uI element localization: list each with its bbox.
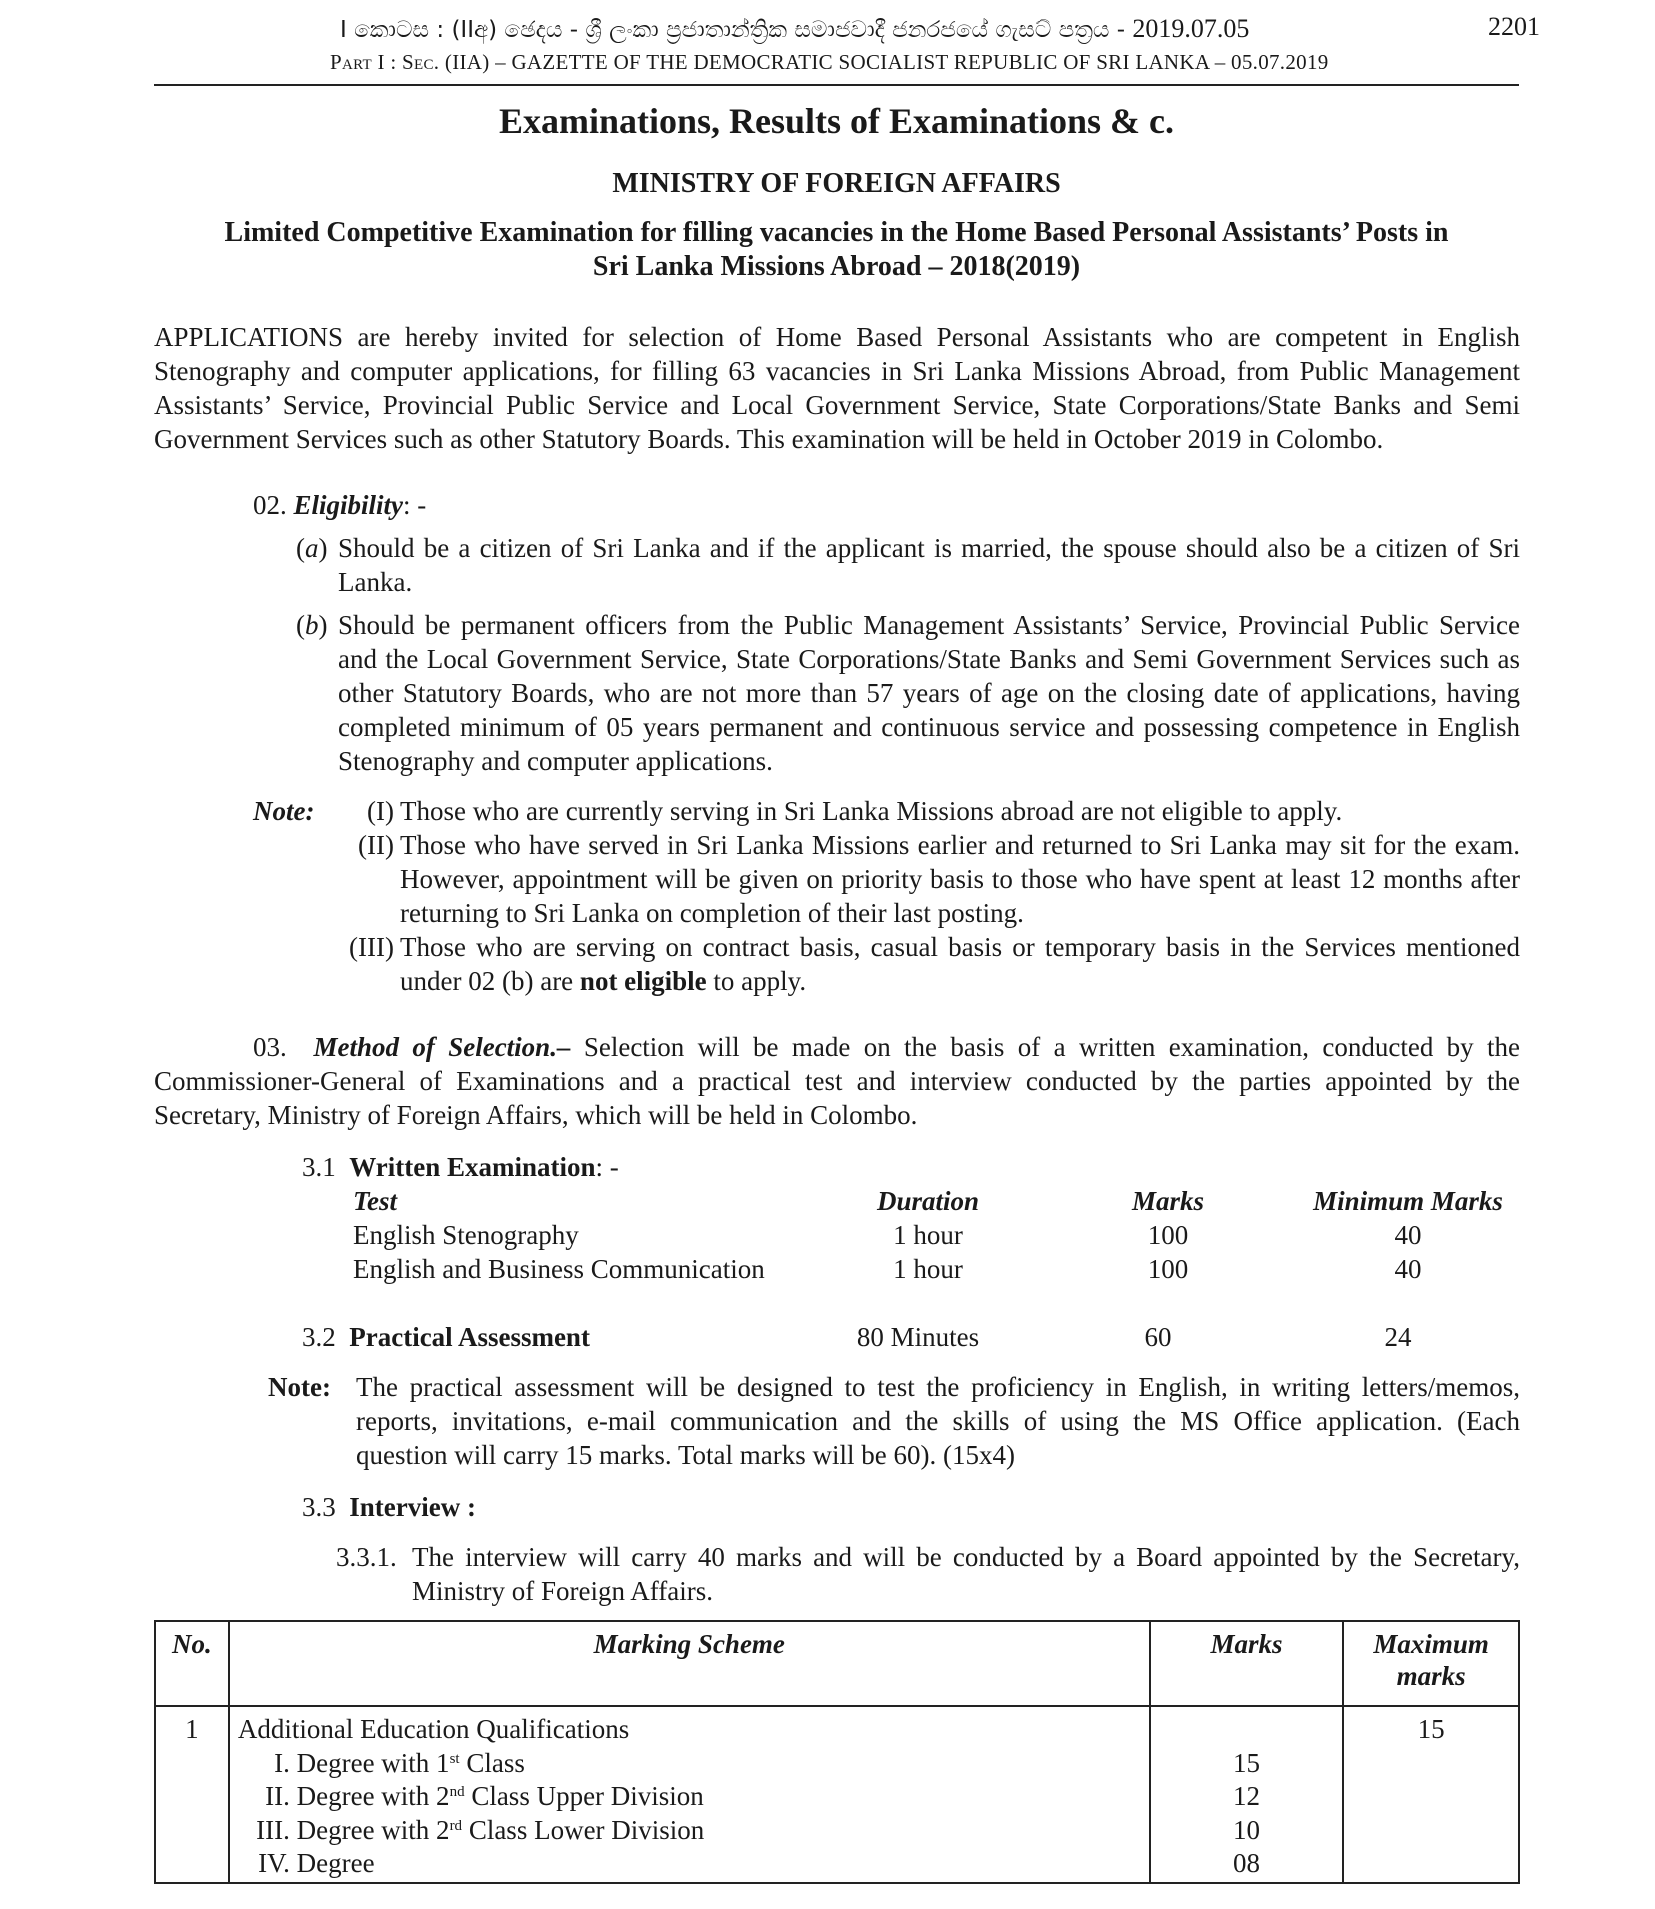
sinhala-header-text: I කොටස : (IIඅ) ඡෙදය - ශ්‍රී ලංකා ප්‍රජාතාන්ත්‍රික සමාජවාදී ජනරජයේ ගැසට් පත්‍රය - <box>340 17 1126 43</box>
list-item: III. Degree with 2rd Class Lower Division <box>256 1814 705 1845</box>
exam-title-line-2: Sri Lanka Missions Abroad – 2018(2019) <box>592 251 1081 282</box>
interview-sub-text: The interview will carry 40 marks and will be conducted by a Board appointed by the Secretary, Ministry of Foreign Affairs. <box>412 1542 1520 1606</box>
row-scheme <box>229 1706 1150 1883</box>
practical-marks: 60 <box>1144 1322 1172 1352</box>
practical-title: Practical Assessment <box>349 1322 590 1352</box>
note-item-1-text: Those who are currently serving in Sri Lanka Missions abroad are not eligible to apply. <box>400 796 1343 826</box>
note-item-1 <box>336 794 1520 828</box>
test-minimum-marks: 40 <box>1394 1253 1422 1284</box>
interview-subsection <box>336 1540 1520 1608</box>
header-rule <box>154 84 1519 86</box>
practical-number: 3.2 <box>302 1322 336 1352</box>
row-title: Additional Education Qualifications <box>237 1714 630 1744</box>
written-exam-table <box>353 1184 1513 1286</box>
test-marks: 100 <box>1147 1219 1189 1250</box>
interview-sub-number: 3.3.1. <box>336 1542 397 1572</box>
note-item-3-label: (III) <box>349 932 394 962</box>
section-title: Examinations, Results of Examinations & c. <box>498 101 1175 141</box>
row-maximum-marks: 15 <box>1343 1706 1519 1883</box>
eligibility-item-a-text: Should be a citizen of Sri Lanka and if the applicant is married, the spouse should also be a citizen of Sri Lanka. <box>338 533 1520 597</box>
note-item-2-text: Those who have served in Sri Lanka Missions earlier and returned to Sri Lanka may sit for the exam. However, appointment will be given on priority basis to those who have spent at least 12 months after returning to Sri Lanka on completion of their last posting. <box>400 830 1520 928</box>
not-eligible-emphasis: not eligible <box>579 966 707 996</box>
method-paragraph <box>154 1030 1520 1132</box>
test-name: English Stenography <box>353 1219 579 1250</box>
note-item-2 <box>336 828 1520 930</box>
written-title: Written Examination <box>349 1152 596 1182</box>
eligibility-item-a <box>296 531 1520 599</box>
table-row <box>353 1218 1513 1252</box>
test-name: English and Business Communication <box>353 1253 765 1284</box>
test-minimum-marks: 40 <box>1394 1219 1422 1250</box>
note-item-2-label: (II) <box>358 830 394 860</box>
item-marks: 08 <box>1232 1848 1260 1878</box>
ministry-heading: MINISTRY OF FOREIGN AFFAIRS <box>612 168 1061 199</box>
header-maximum-marks: Maximum marks <box>1343 1621 1519 1706</box>
header-marks: Marks <box>1150 1621 1344 1706</box>
list-item: II. Degree with 2nd Class Upper Division <box>265 1781 704 1811</box>
method-number: 03. <box>253 1032 287 1062</box>
eligibility-suffix: : - <box>403 490 427 520</box>
exam-title <box>154 216 1519 284</box>
header-marking-scheme: Marking Scheme <box>229 1621 1150 1706</box>
test-duration: 1 hour <box>893 1219 963 1250</box>
item-marks: 10 <box>1232 1814 1260 1845</box>
col-header-duration: Duration <box>876 1185 980 1216</box>
list-item: IV. Degree <box>258 1848 375 1878</box>
col-header-marks: Marks <box>1131 1185 1205 1216</box>
practical-heading <box>302 1320 590 1354</box>
practical-duration: 80 Minutes <box>856 1322 980 1352</box>
table-row <box>155 1706 1519 1883</box>
eligibility-title: Eligibility <box>293 490 404 520</box>
test-marks: 100 <box>1147 1253 1189 1284</box>
note-item-3 <box>336 930 1520 998</box>
col-header-minimum-marks: Minimum Marks <box>1313 1185 1503 1216</box>
exam-title-line-1: Limited Competitive Examination for filling vacancies in the Home Based Personal Assistants’ Posts in <box>224 217 1449 248</box>
test-duration: 1 hour <box>893 1253 963 1284</box>
note-item-1-label: (I) <box>367 796 394 826</box>
interview-number: 3.3 <box>302 1492 336 1522</box>
written-number: 3.1 <box>302 1152 336 1182</box>
method-heading: Method of Selection.– <box>313 1032 571 1062</box>
eligibility-item-b-label: (b) <box>296 610 328 640</box>
practical-note-body: The practical assessment will be designed to test the proficiency in English, in writing letters/memos, reports, invitations, e-mail communication and the skills of using the MS Office application. (Each question will carry 15 marks. Total marks will be 60). (15x4) <box>356 1372 1520 1470</box>
header-no: No. <box>155 1621 229 1706</box>
interview-heading <box>302 1490 476 1524</box>
row-marks <box>1150 1706 1344 1883</box>
marking-header-row <box>155 1621 1519 1706</box>
eligibility-item-b <box>296 608 1520 778</box>
intro-paragraph: APPLICATIONS are hereby invited for selection of Home Based Personal Assistants who are competent in English Stenography and computer applications, for filling 63 vacancies in Sri Lanka Missions Abroad, from Public Management Assistants’ Service, Provincial Public Service and Local Government Service, State Corporations/State Banks and Semi Government Services such as other Statutory Boards. This examination will be held in October 2019 in Colombo. <box>154 322 1520 454</box>
eligibility-heading <box>253 488 426 522</box>
row-number: 1 <box>155 1706 229 1883</box>
table-row <box>353 1252 1513 1286</box>
practical-minimum-marks: 24 <box>1384 1322 1412 1352</box>
gazette-header-sinhala <box>340 12 1420 47</box>
gazette-header-english <box>330 50 1410 75</box>
part-section-label: Part I : Sec. <box>330 50 440 74</box>
item-marks: 15 <box>1232 1747 1260 1778</box>
practical-note-label: Note: <box>268 1372 331 1402</box>
eligibility-item-a-label: (a) <box>296 533 328 563</box>
written-heading: 3.1 Written Examination: - <box>302 1152 619 1182</box>
interview-title: Interview : <box>349 1492 476 1522</box>
gazette-title-english: (IIA) – GAZETTE OF THE DEMOCRATIC SOCIALIST REPUBLIC OF SRI LANKA – 05.07.2019 <box>444 50 1329 74</box>
list-item: I. Degree with 1st Class <box>274 1747 525 1778</box>
item-marks: 12 <box>1232 1781 1260 1811</box>
eligibility-item-b-text: Should be permanent officers from the Public Management Assistants’ Service, Provincial Public Service and the Local Government Service, State Corporations/State Banks and Semi Government Services such as other Statutory Boards, who are not more than 57 years of age on the closing date of applications, having completed minimum of 05 years permanent and continuous service and possessing competence in English Stenography and computer applications. <box>338 610 1520 776</box>
col-header-test: Test <box>353 1185 398 1216</box>
marking-scheme-table <box>154 1620 1520 1884</box>
written-exam-header-row <box>353 1184 1513 1218</box>
page-number: 2201 <box>1488 12 1540 41</box>
eligibility-number: 02. <box>253 490 287 520</box>
header-date: 2019.07.05 <box>1132 14 1250 43</box>
method-text: Selection will be made on the basis of a written examination, conducted by the Commissioner-General of Examinations and a practical test and interview conducted by the parties appointed by the Secretary, Ministry of Foreign Affairs, which will be held in Colombo. <box>154 1032 1521 1130</box>
note-label: Note: <box>253 796 315 826</box>
note-item-3-text: Those who are serving on contract basis, casual basis or temporary basis in the Services mentioned under 02 (b) are not eligible to apply. <box>400 932 1520 996</box>
